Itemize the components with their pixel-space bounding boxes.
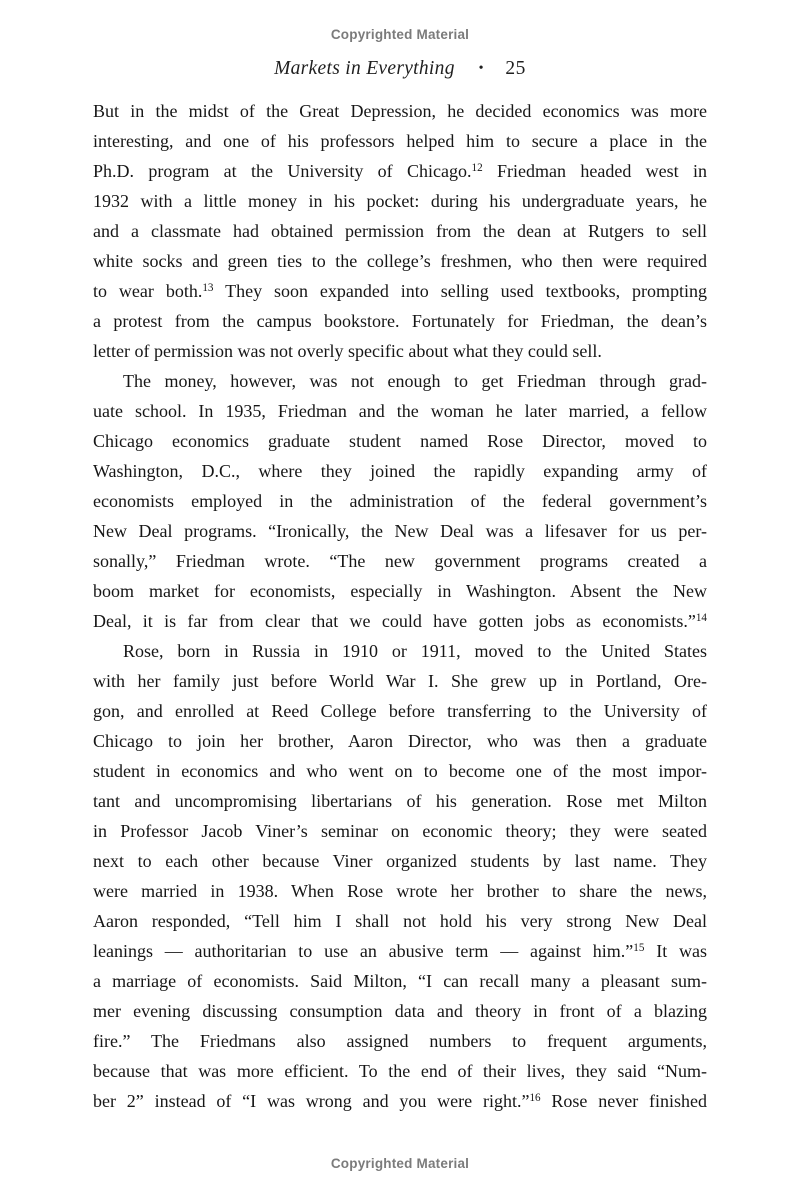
body-text	[93, 96, 707, 1116]
page-number: 25	[505, 58, 526, 79]
paragraph	[93, 636, 707, 1116]
text-line: letter of permission was not overly specific about what they could sell.	[93, 341, 602, 361]
text-line: Washington, D.C., where they joined the rapidly expanding army of	[93, 461, 707, 481]
text-line: Aaron responded, “Tell him I shall not hold his very strong New Deal	[93, 911, 707, 931]
text-line: boom market for economists, especially in Washington. Absent the New	[93, 581, 707, 601]
text-line: Deal, it is far from clear that we could have gotten jobs as economists.”$^{14}$	[93, 611, 707, 631]
text-line: Ph.D. program at the University of Chicago.$^{12}$ Friedman headed west in	[93, 161, 707, 181]
text-line: 1932 with a little money in his pocket: during his undergraduate years, he	[93, 191, 707, 211]
copyright-notice-bottom: Copyrighted Material	[330, 1156, 470, 1171]
text-line: The money, however, was not enough to get Friedman through grad-	[123, 371, 707, 391]
text-line: next to each other because Viner organized students by last name. They	[93, 851, 707, 871]
footnote-reference: 16	[529, 1092, 541, 1104]
text-line: were married in 1938. When Rose wrote her brother to share the news,	[93, 881, 707, 901]
text-line: in Professor Jacob Viner’s seminar on economic theory; they were seated	[93, 821, 707, 841]
bullet-separator-icon: •	[478, 61, 484, 76]
text-line: with her family just before World War I. She grew up in Portland, Ore-	[93, 671, 707, 691]
text-line: economists employed in the administration of the federal government’s	[93, 491, 707, 511]
copyright-notice-top: Copyrighted Material	[330, 27, 470, 42]
footnote-reference: 15	[633, 942, 645, 954]
text-line: because that was more efficient. To the end of their lives, they said “Num-	[93, 1061, 707, 1081]
text-line: ber 2” instead of “I was wrong and you were right.”$^{16}$ Rose never finished	[93, 1091, 707, 1111]
text-line: a protest from the campus bookstore. Fortunately for Friedman, the dean’s	[93, 311, 707, 331]
text-line: mer evening discussing consumption data and theory in front of a blazing	[93, 1001, 707, 1021]
text-line: tant and uncompromising libertarians of his generation. Rose met Milton	[93, 791, 707, 811]
paragraph	[93, 366, 707, 636]
text-line: a marriage of economists. Said Milton, “I can recall many a pleasant sum-	[93, 971, 707, 991]
text-line: uate school. In 1935, Friedman and the woman he later married, a fellow	[93, 401, 707, 421]
text-line: and a classmate had obtained permission from the dean at Rutgers to sell	[93, 221, 707, 241]
footnote-reference: 14	[695, 612, 707, 624]
text-line: gon, and enrolled at Reed College before transferring to the University of	[93, 701, 707, 721]
footnote-reference: 12	[471, 162, 483, 174]
text-line: fire.” The Friedmans also assigned numbers to frequent arguments,	[93, 1031, 707, 1051]
paragraph	[93, 96, 707, 366]
running-head-title: Markets in Everything	[274, 58, 455, 79]
text-line: white socks and green ties to the college’s freshmen, who then were required	[93, 251, 707, 271]
text-line: But in the midst of the Great Depression, he decided economics was more	[93, 101, 707, 121]
text-line: leanings — authoritarian to use an abusive term — against him.”$^{15}$ It was	[93, 941, 707, 961]
text-line: interesting, and one of his professors helped him to secure a place in the	[93, 131, 707, 151]
text-line: to wear both.$^{13}$ They soon expanded into selling used textbooks, prompting	[93, 281, 707, 301]
running-head	[0, 58, 800, 80]
text-line: Chicago economics graduate student named Rose Director, moved to	[93, 431, 707, 451]
text-line: sonally,” Friedman wrote. “The new government programs created a	[93, 551, 707, 571]
text-line: New Deal programs. “Ironically, the New Deal was a lifesaver for us per-	[93, 521, 707, 541]
footnote-reference: 13	[202, 282, 214, 294]
text-line: Rose, born in Russia in 1910 or 1911, moved to the United States	[123, 641, 707, 661]
text-line: Chicago to join her brother, Aaron Director, who was then a graduate	[93, 731, 707, 751]
text-line: student in economics and who went on to become one of the most impor-	[93, 761, 707, 781]
